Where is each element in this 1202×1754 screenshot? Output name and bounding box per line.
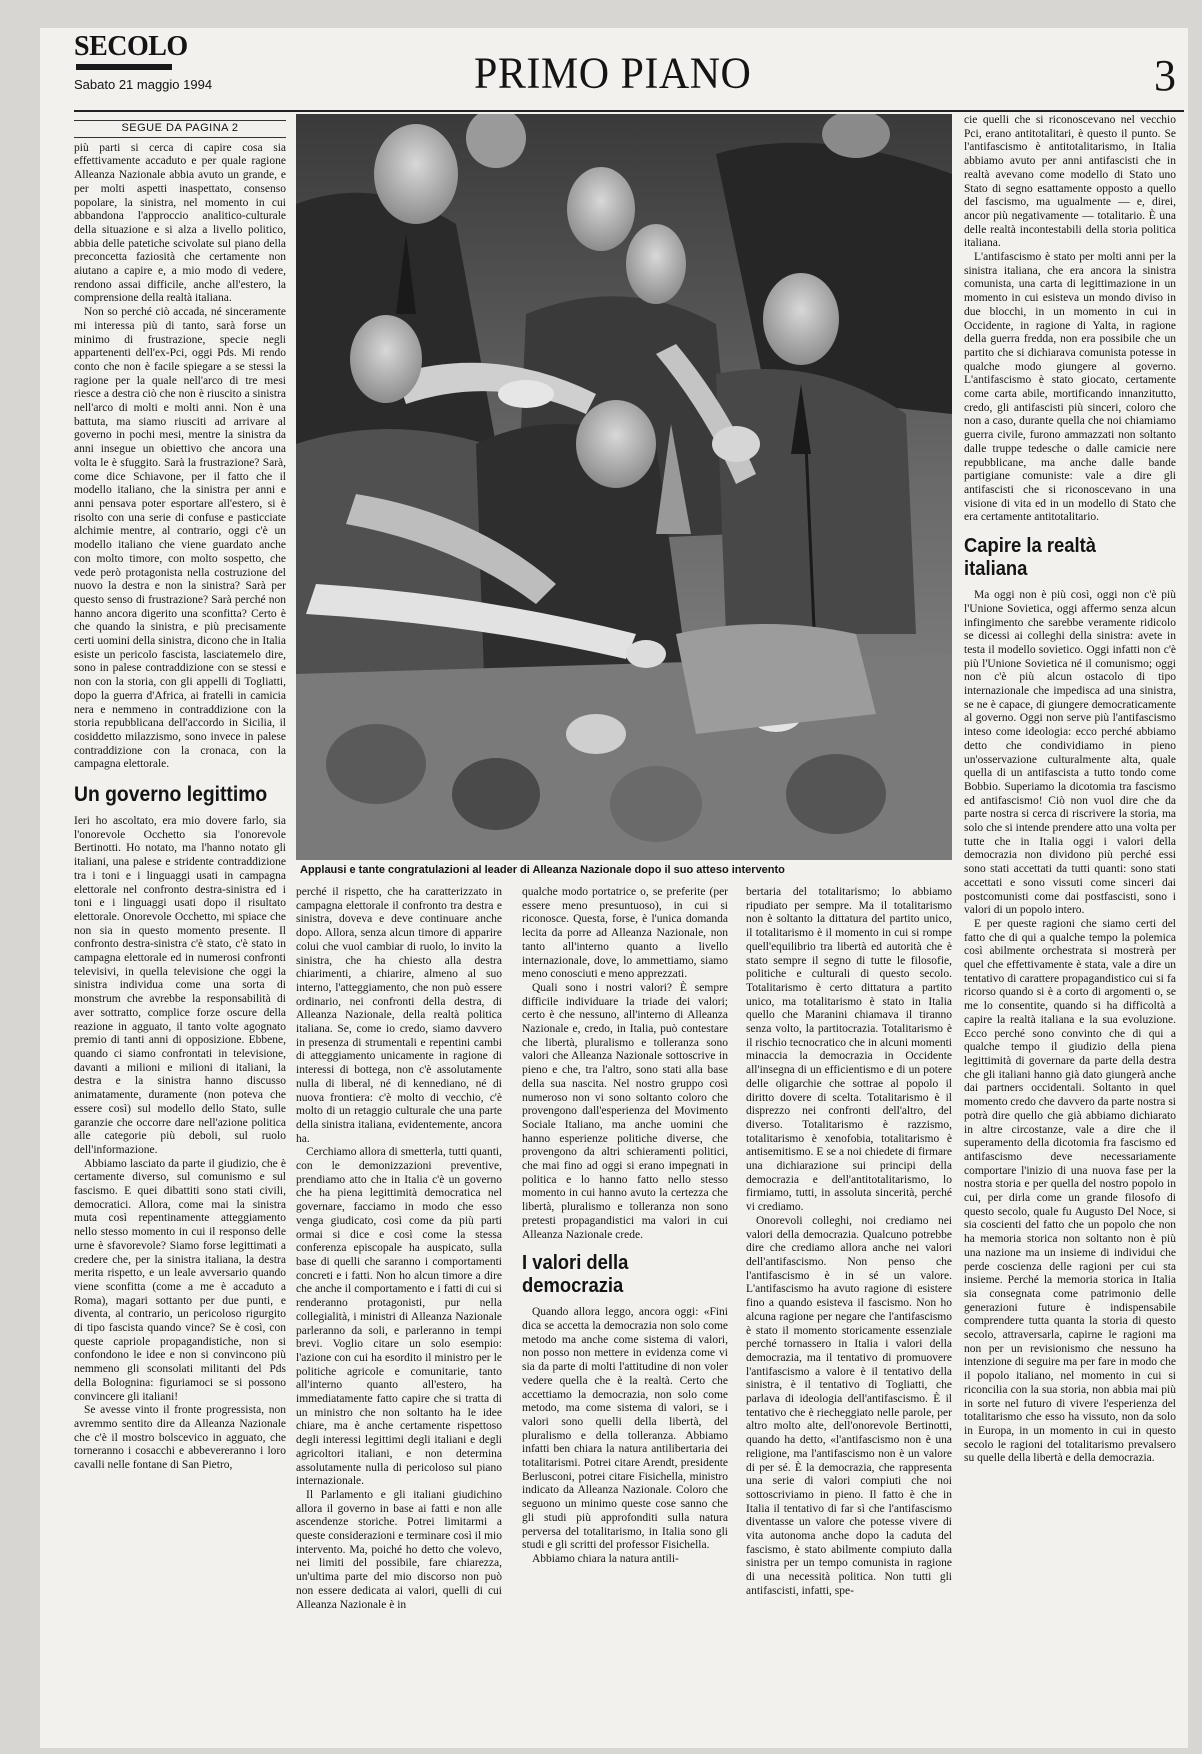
continued-from-label: SEGUE DA PAGINA 2 (74, 120, 286, 138)
paragraph: Abbiamo lasciato da parte il giudizio, che è certamente diverso, sul comunismo e sul fascismo. E quei dibattiti sono stati civili, democratici. Allora, come mai la sinistra muta così repentinamente atteggiamento nello stesso momento in cui il responso delle urne è sfavorevole? Siamo forse legittimati a credere che, per la sinistra italiana, la destra merita rispetto, e un leale avversario quando viene sconfitta (come a me è accaduto a Roma), magari sottanto per due punti, e diventa, al contrario, un pericoloso rigurgito di tipo fascista quando vince? Se è così, con queste capriole propagandistiche, non si confondono le idee e non si convincono più nemmeno gli sconsolati militanti del Pds della Bolognina: figuriamoci se si possono convincere gli italiani! (74, 1157, 286, 1403)
paragraph: Ma oggi non è più così, oggi non c'è più l'Unione Sovietica, oggi affermo senza alcun infingimento che sarebbe veramente ridicolo se dicessi ai colleghi della sinistra: avete in testa il modello sovietico. Oggi infatti non c'è più l'Unione Sovietica né il comunismo; oggi non c'è più alcun ostacolo di tipo internazionale che impedisca ad una sinistra, se ne è capace, di giungere democraticamente al governo. Oggi non serve più l'antifascismo inteso come ideologia: ecco perché abbiamo detto che condividiamo in pieno un'osservazione culturalmente alta, quale quella di un antifascista a tutto tondo come Bobbio. Superiamo la dicotomia tra fascismo ed antifascismo! Ciò non vuol dire che da parte nostra si cerca di riscrivere la storia, ma solo che si intende prendere atto una volta per tutte che in Italia oggi i valori della democrazia non dividono più perché essi sono stati accettati da tutti quanti: sono stati accettati e sono vissuti come sinceri dai postcomunisti come dai postfascisti, sono i valori di un popolo intero. (964, 589, 1176, 917)
article-column-1 (74, 120, 286, 1740)
page-number: 3 (1154, 51, 1176, 100)
paragraph: Ieri ho ascoltato, era mio dovere farlo, sia l'onorevole Occhetto sia l'onorevole Bertinotti. Ho notato, ma l'hanno notato gli italiani, una palese e stridente contraddizione tra i toni e i linguaggi usati in campagna elettorale nel confronto destra-sinistra ed i toni e i linguaggi usati dopo il risultato elettorale. Onorevole Occhetto, mi spiace che non sia in questo momento presente. Il confronto destra-sinistra c'è stato, c'è stato in campagna elettorale ed in numerosi confronti televisivi, in quella televisione che oggi la sinistra individua come una sorta di monstrum che avrebbe la responsabilità di aver sottratto, complice forze oscure della reazione in agguato, il tanto volte agognato premio di tanti anni di opposizione. Ebbene, quando ci siamo confrontati in televisione, davanti a milioni e milioni di italiani, la destra e la sinistra hanno discusso animatamente, duramente (non poteva che essere così) sul modello dello Stato, sulle garanzie che occorre dare nell'azione politica alle categorie più deboli, sul ruolo dell'informazione. (74, 815, 286, 1156)
paragraph: Abbiamo chiara la natura antili- (532, 1552, 679, 1565)
paragraph: E per queste ragioni che siamo certi del fatto che di qui a qualche tempo la polemica così abilmente orchestrata si mostrerà per quel che effettivamente è stata, vale a dire un tentativo di carattere propagandistico cui si fa ricorso quando si è a corto di argomenti o, se me lo consentite, quando si ha difficoltà a capire la realtà italiana e la sua evoluzione. Ecco perché sono convinto che di qui a qualche tempo il giudizio della piena legittimità di governare da parte della destra che gli italiani hanno già dato giungerà anche dai partners occidentali. Soltanto in quel momento credo che davvero da parte nostra si potrà dire quello che già abbiamo dichiarato in altre circostanze, vale a dire che il superamento della dicotomia fra fascismo ed antifascismo deve necessariamente comportare l'inizio di una nuova fase per la nostra storia e per quella del nostro popolo in cui, per dirla come un grande filosofo di questo secolo, quale fu Augusto Del Noce, si sia coscienti del fatto che un popolo che non ha memoria storica non soltanto non è più una nazione ma un insieme di individui che perde coscienza delle ragioni per cui sta insieme. Perché la memoria storica in Italia sia consegnata come patrimonio delle generazioni future è indispensabile comprendere tutta quanta la storia di questo secolo, attraversarla, capirne le ragioni ma non per un revisionismo che nessuno ha intenzione di seguire ma per fare in modo che il popolo italiano, nel momento in cui si riconcilia con la sua storia, non abbia mai più in sorte nel futuro di vivere l'esperienza del totalitarismo che esso ha vissuto, non da solo in Europa, in un momento in cui in questo secolo le ragioni del totalitarismo prevalsero su quelle della libertà e della democrazia. (964, 917, 1176, 1465)
paragraph: Se avesse vinto il fronte progressista, non avremmo sentito dire da Alleanza Nazionale che c'è il mostro bolscevico in agguato, che torneranno i cosacchi e abbevereranno i loro cavalli nelle fontane di San Pietro, (74, 1404, 286, 1472)
paragraph: cie quelli che si riconoscevano nel vecchio Pci, erano antitotalitari, è questo il punto. Se l'antifascismo è antitotalitarismo, in Italia abbiamo avuto per anni antifascisti che in realtà avevano come modello di Stato uno Stato di segno esattamente opposto a quello del fascismo, ma ugualmente — e, direi, ancor più negativamente — totalitario. È una delle realtà incontestabili della storia politica italiana. (964, 114, 1176, 250)
subheading: Un governo legittimo (74, 783, 268, 807)
article-column-2 (296, 886, 502, 1740)
paragraph: bertaria del totalitarismo; lo abbiamo ripudiato per sempre. Ma il totalitarismo non è soltanto la dittatura del partito unico, il totalitarismo è il momento in cui si rompe quell'equilibrio tra libertà ed autorità che è stato sempre il segno di tutte le filosofie, politiche e culturali di questo secolo. Totalitarismo è certo dittatura a partito unico, ma totalitarismo è stato in Italia quello che Maranini chiamava il tiranno senza volto, la partitocrazia. Totalitarismo è il rischio tecnocratico che in alcuni momenti minaccia la democrazia in Occidente all'insegna di un efficientismo e di un potere delle oligarchie che sottrae al popolo il diritto dovere di scelta. Totalitarismo è il disprezzo nei confronti dell'altro, del diverso. Totalitarismo è razzismo, totalitarismo è xenofobia, totalitarismo è antisemitismo. E se a noi chiedete di firmare una dichiarazione sui principi della democrazia e dell'antitotalitarismo, lo firmiamo, tutti, in assoluta sincerità, perché vi crediamo. (746, 886, 952, 1214)
section-title: PRIMO PIANO (474, 49, 752, 99)
photo-illustration (296, 114, 952, 860)
paragraph: Quando allora leggo, ancora oggi: «Fini dica se accetta la democrazia non solo come metodo ma anche come sistema di valori, non posso non mettere in evidenza come vi sia da parte di molti l'attitudine di non voler vedere quella che è la realtà. Certo che accettiamo la democrazia, non solo come metodo, ma come sistema di valori, se i valori sono quelli della libertà, del pluralismo e della tolleranza. Abbiamo infatti ben chiara la natura antilibertaria dei totalitarismi. Potrei citare Arendt, presidente Berlusconi, potrei citare Fisichella, ministro indicato da Alleanza Nazionale. Coloro che seguono un minimo queste cose sanno che gli studi più approfonditi sulla natura perversa del totalitarismo, in Italia sono gli studi e gli scritti del professor Fisichella. (522, 1306, 728, 1552)
subheading: I valori della democrazia (522, 1252, 629, 1298)
logo-underline (76, 64, 172, 70)
article-column-4 (746, 886, 952, 1740)
paragraph: Il Parlamento e gli italiani giudichino allora il governo in base ai fatti e non alle ascendenze storiche. Potrei limitarmi a queste considerazioni e terminare così il mio intervento. Ma, poiché ho detto che volevo, nei limiti del possibile, fare chiarezza, un'ultima parte del mio discorso non può non essere dedicata ai valori, quelli di cui Alleanza Nazionale è in (296, 1488, 502, 1611)
paragraph: Cerchiamo allora di smetterla, tutti quanti, con le demonizzazioni preventive, prendiamo atto che in Italia c'è un governo che ha piena legittimità democratica nel governare, facciamo in modo che esso venga giudicato, così come da più parti ormai si dice e così come la stessa conferenza episcopale ha auspicato, sulla base di quelli che saranno i comportamenti concreti e i fatti. Non ho alcun timore a dire che anche il comportamento e i fatti di cui si renderanno protagonisti, pur nella collegialità, i ministri di Alleanza Nazionale parleranno da soli, e parleranno in tempi brevi. Voglio citare un solo esempio: l'azione con cui ha esordito il ministro per le politiche agricole e comunitarie, tanto all'interno quanto all'estero, ha immediatamente fatto capire che si tratta di un ministro che non soltanto ha le idee chiare, ma è anche certamente rispettoso degli interessi legittimi degli italiani e degli agricoltori italiani, e non determina assolutamente nulla di pericoloso sul piano internazionale. (296, 1146, 502, 1488)
photo-caption: Applausi e tante congratulazioni al leader di Alleanza Nazionale dopo il suo atteso intervento (300, 864, 785, 876)
newspaper-logo: SECOLO (74, 31, 188, 62)
paragraph: perché il rispetto, che ha caratterizzato in campagna elettorale il confronto tra destra e sinistra, doveva e deve continuare anche dopo. Allora, senza alcun timore di apparire colui che vuol cambiar di ruolo, lo invito la sinistra, che ha chiesto alla destra chiarimenti, a chiarire, almeno al suo interno, l'atteggiamento, che non può essere ordinario, nei confronti della destra, di Alleanza Nazionale, della realtà politica italiana. Se, come io credo, siamo davvero in presenza di strumentali e repentini cambi di atteggiamento unicamente in ragione di interessi di bottega, non c'è assolutamente nulla di liberal, né di kennediano, né di nuova frontiera: c'è molto di vecchio, c'è molto di un retaggio culturale che una parte della sinistra italiana, evidentemente, ancora ha. (296, 886, 502, 1145)
issue-date: Sabato 21 maggio 1994 (74, 77, 213, 92)
newspaper-page (40, 28, 1188, 1748)
paragraph: Non so perché ciò accada, né sinceramente mi interessa più di tanto, sarà forse un minimo di frustrazione, specie negli appartenenti dell'ex-Pci, oggi Pds. Mi rendo conto che non è facile spiegare a se stessi la ragione per la quale nell'arco di tre mesi riesce a destra ciò che non è riuscito a sinistra nell'arco di molti e molti anni. Non è una battuta, ma siamo riusciti ad arrivare al governo in pochi mesi, mentre la sinistra da anni insegue un obiettivo che ancora una volta le è sfuggito. Sarà la frustrazione? Sarà, come dice Schiavone, per il fatto che il modello italiano, che la sinistra per anni e anni pensava poter esportare all'estero, si è risolto con una serie di confuse e pasticciate alchimie mentre, al contrario, oggi c'è un modello italiano che viene guardato anche con molto timore, con molto sospetto, che vede però protagonista nella costruzione del nuovo la destra e non la sinistra? Sarà per questo senso di frustrazione? Sarà perché non hanno ancora digerito una sconfitta? Certo è che quando la sinistra, e più precisamente certi uomini della sinistra, dicono che in Italia esiste un pericolo fascista, lasciatemelo dire, sono in palese contraddizione con se stessi e non con la storia, con gli appelli di Togliatti, dopo la guerra d'Africa, ai fratelli in camicia nera e nemmeno in contraddizione con la storia repubblicana dell'accordo in Sicilia, il cosiddetto milazzismo, sono invece in palese contraddizione con la cronaca, con la campagna elettorale. (74, 306, 286, 771)
article-column-3 (522, 886, 728, 1740)
masthead-rule (74, 110, 1184, 112)
paragraph: L'antifascismo è stato per molti anni per la sinistra italiana, che era ancora la sinistra comunista, una carta di legittimazione in un momento in cui esisteva un mondo diviso in due blocchi, in un momento in cui in Occidente, in ragione di Yalta, in ragione della guerra fredda, non era possibile che un partito che si dichiarava comunista potesse in qualche modo giungere al governo. L'antifascismo è stato giocato, certamente come carta abile, mortificando innanzitutto, credo, gli antifascisti più sinceri, coloro che non a caso, durante quella che noi chiamiamo guerra civile, furono ammazzati non soltanto dalle truppe tedesche o dalle camicie nere repubblicane, ma anche dalle bande partigiane comuniste: vale a dire gli antifascisti che si riconoscevano in una visione di vita ed in un modello di Stato che era certamente antitotalitario. (964, 251, 1176, 524)
paragraph: Onorevoli colleghi, noi crediamo nei valori della democrazia. Qualcuno potrebbe dire che crediamo allora anche nei valori dell'antifascismo. Non penso che l'antifascismo è in sé un valore. L'antifascismo ha avuto ragione di esistere fino a quando esisteva il fascismo. Non ho alcuna ragione per negare che l'antifascismo è stato il momento storicamente essenziale perché tornassero in Italia i valori della democrazia, ma il tentativo di promuovere l'antifascismo a valore è il tentativo della sinistra, è il tentativo di Togliatti, che parlava di ideologia dell'antifascismo. È il tentativo che è riecheggiato nelle parole, per altro molto alte, dell'onorevole Bertinotti, quando ha detto, «l'antifascismo non è una religione, ma l'antifascismo non è un valore di per sé. È la democrazia, che rappresenta una serie di valori compiuti che noi sottoscriviamo in pieno. Il fatto è che in Italia il tentativo di far sì che l'antifascismo diventasse un valore che potesse vivere di vita autonoma anche dopo la caduta del fascismo, è stato abilmente compiuto dalla sinistra per un tempo comunista in ragione di una necessità politica. Non tutti gli antifascisti, infatti, spe- (746, 1214, 952, 1597)
subheading: Capire la realtà italiana (964, 535, 1096, 581)
paragraph: qualche modo portatrice o, se preferite (per essere meno presuntuoso), in cui si riconosce. Questa, forse, è l'unica domanda lecita da porre ad Alleanza Nazionale, non tanto all'interno quanto a livello internazionale, dove, lo ammettiamo, siamo meno conosciuti e meno apprezzati. (522, 886, 728, 981)
press-photo (296, 114, 952, 860)
paragraph: Quali sono i nostri valori? È sempre difficile individuare la triade dei valori; certo è che nessuno, all'interno di Alleanza Nazionale e, credo, in Italia, può contestare che libertà, pluralismo e tolleranza sono valori che Alleanza Nazionale sottoscrive in pieno e che, tra l'altro, sono stati alla base della sua nascita. Nel nostro gruppo così numeroso non vi sono soltanto coloro che provengono dall'esperienza del Movimento Sociale Italiano, ma anche uomini che hanno esperienze politiche diverse, che provengono da altri schieramenti politici, che mai fino ad oggi si erano impegnati in politica e lo hanno fatto nello stesso momento in cui hanno avuto la certezza che libertà, pluralismo e tolleranza non sono pretesti propagandistici ma valori in cui Alleanza Nazionale crede. (522, 981, 728, 1241)
paragraph: più parti si cerca di capire cosa sia effettivamente accaduto e per quale ragione Alleanza Nazionale abbia avuto un grande, e per molti aspetti inaspettato, consenso popolare, la sinistra, nel momento in cui abbandona l'approccio analitico-culturale della situazione e si alza a livello politico, abbia delle patetiche scivolate sul piano della preconcetta faziosità che certamente non aiutano a capire e, a mio modo di vedere, rendono assai difficile, anche all'estero, la comprensione della realtà italiana. (74, 141, 286, 305)
masthead (74, 32, 1184, 110)
article-column-5 (964, 114, 1176, 1740)
